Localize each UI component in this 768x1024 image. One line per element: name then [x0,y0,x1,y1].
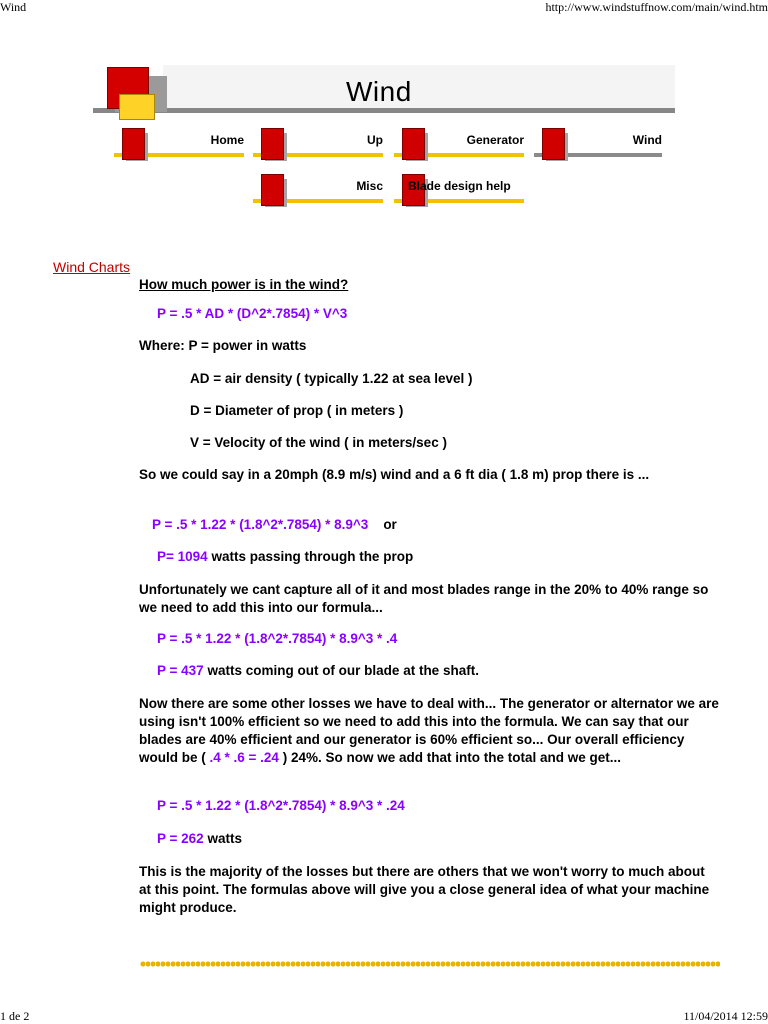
definition-ad: AD = air density ( typically 1.22 at sea level ) [190,371,473,386]
print-header [0,0,768,14]
paragraph-4: This is the majority of the losses but there are others that we won't worry to much about at this point. The formulas above will give you a close general idea of what your machine might produce. [139,864,710,915]
nav-blade-design-button[interactable] [394,174,524,208]
nav-square-icon [122,128,145,160]
nav-square-icon [542,128,565,160]
formula-4: P = .5 * 1.22 * (1.8^2*.7854) * 8.9^3 * .24 [157,798,405,813]
where-line: Where: P = power in watts [139,338,307,353]
definition-v: V = Velocity of the wind ( in meters/sec ) [190,435,447,450]
formula-2: P = .5 * 1.22 * (1.8^2*.7854) * 8.9^3 [152,517,369,532]
nav-wind-button[interactable] [534,128,662,162]
formula-2-line [152,516,732,534]
paragraph-1: So we could say in a 20mph (8.9 m/s) wind and a 6 ft dia ( 1.8 m) prop there is ... [139,467,650,482]
nav-wind-label: Wind [632,133,662,147]
result-2-text: watts coming out of our blade at the shaft. [207,663,479,678]
print-header-title: Wind [0,0,27,14]
banner-logo-yellow-square [119,94,155,120]
page-title: Wind [346,76,412,107]
dotted-divider [140,961,720,971]
result-1-text: watts passing through the prop [211,549,414,564]
nav-generator-label: Generator [466,133,524,147]
article-heading: How much power is in the wind? [139,277,349,292]
nav-home-button[interactable] [114,128,244,162]
result-1-value: P= 1094 [157,549,208,564]
result-1-line [157,548,737,566]
wind-charts-link[interactable]: Wind Charts [53,259,131,275]
nav-up-button[interactable] [253,128,383,162]
nav-blade-design-label: Blade design help [408,179,511,193]
formula-1: P = .5 * AD * (D^2*.7854) * V^3 [157,306,348,321]
paragraph-3 [139,695,719,767]
site-banner [93,62,677,118]
nav-generator-button[interactable] [394,128,524,162]
formula-2-or: or [383,517,397,532]
nav-misc-label: Misc [356,179,383,193]
result-2-line [157,662,737,680]
nav-up-label: Up [367,133,383,147]
banner-bar [93,108,675,113]
print-footer-page: 1 de 2 [0,1009,30,1023]
banner-strip [163,65,675,108]
nav-home-label: Home [210,133,244,147]
nav-square-icon [402,128,425,160]
paragraph-3-start: Now there are some other losses we have to deal with... The generator or alternator we are using isn't 100% efficient so we need to add this into the formula. We can say that our blades are 40% efficient and our generator is 60% efficient so... Our overall efficiency would be ( [139,696,719,765]
formula-3: P = .5 * 1.22 * (1.8^2*.7854) * 8.9^3 * .4 [157,631,398,646]
definition-d: D = Diameter of prop ( in meters ) [190,403,404,418]
print-header-url: http://www.windstuffnow.com/main/wind.htm [545,0,768,14]
print-footer [0,1009,768,1023]
nav-square-icon [261,128,284,160]
paragraph-3-end: ) 24%. So now we add that into the total and we get... [282,750,621,765]
paragraph-3-calc: .4 * .6 = .24 [209,750,279,765]
result-2-value: P = 437 [157,663,204,678]
nav-square-icon [261,174,284,206]
result-3-value: P = 262 [157,831,204,846]
nav-misc-button[interactable] [253,174,383,208]
print-footer-date: 11/04/2014 12:59 [683,1009,768,1023]
result-3-text: watts [207,831,242,846]
result-3-line [157,830,737,848]
paragraph-2: Unfortunately we cant capture all of it and most blades range in the 20% to 40% range so we need to add this into our formula... [139,582,709,615]
